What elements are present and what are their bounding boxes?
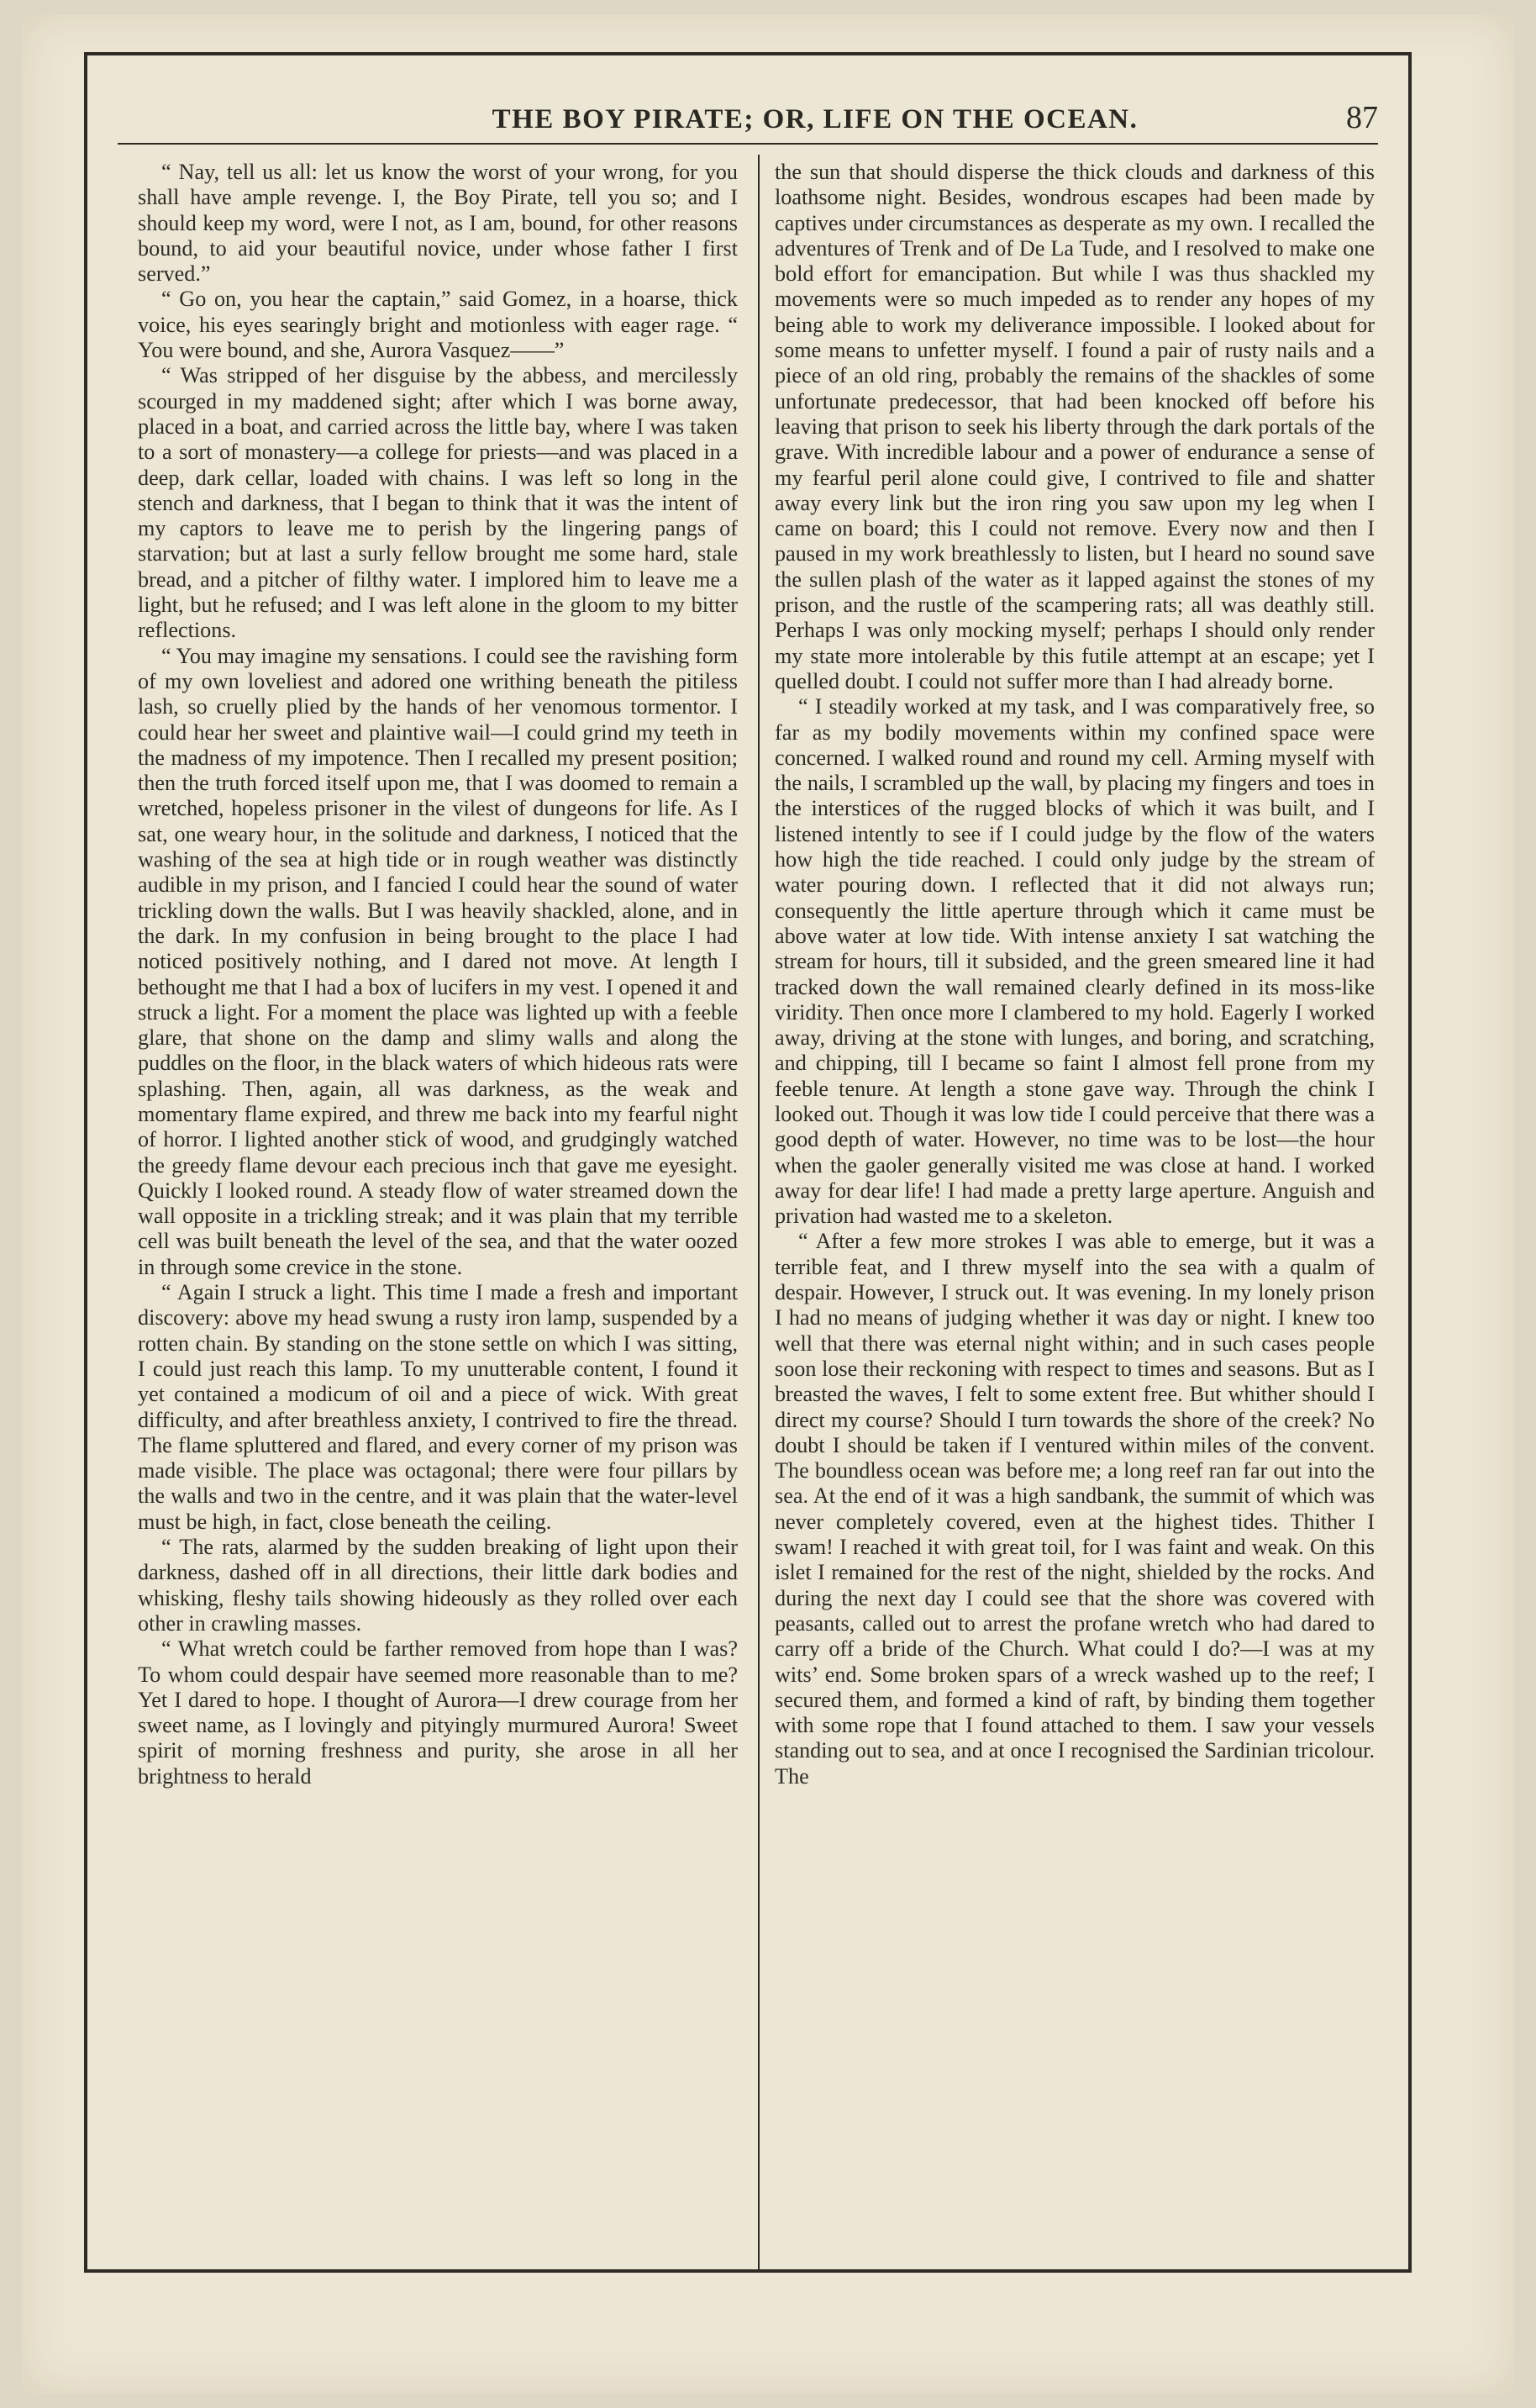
column-divider [758,155,760,2269]
paragraph: “ I steadily worked at my task, and I was comparatively free, so far as my bodily movements within my confined space were concerned. I walked round and round my cell. Arming myself with the nails, I scrambled up the wall, by placing my fingers and toes in the interstices of the rugged blocks of which it was built, and I listened intently to see if I could judge by the flow of the waters how high the tide reached. I could only judge by the stream of water pouring down. I reflected that it did not always run; consequently the little aperture through which it came must be above water at low tide. With intense anxiety I sat watching the stream for hours, till it subsided, and the green smeared line it had tracked down the wall remained clearly defined in its moss-like viridity. Then once more I clambered to my hold. Eagerly I worked away, driving at the stone with lunges, and boring, and scratching, and chipping, till I became so faint I almost fell prone from my feeble tenure. At length a stone gave way. Through the chink I looked out. Though it was low tide I could perceive that there was a good depth of water. However, no time was to be lost—the hour when the gaoler generally visited me was close at hand. I worked away for dear life! I had made a pretty large aperture. Anguish and privation had wasted me to a skeleton. [775,694,1375,1229]
paragraph: “ After a few more strokes I was able to emerge, but it was a terrible feat, and I threw myself into the sea with a qualm of despair. However, I struck out. It was evening. In my lonely prison I had no means of judging whether it was day or night. I knew too well that there was eternal night within; and in such cases people soon lose their reckoning with respect to times and seasons. But as I breasted the waves, I felt to some extent free. But whither should I direct my course? Should I turn towards the shore of the creek? No doubt I should be taken if I ventured within miles of the convent. The boundless ocean was before me; a long reef ran far out into the sea. At the end of it was a high sandbank, the summit of which was never completely covered, even at the highest tides. Thither I swam! I reached it with great toil, for I was faint and weak. On this islet I remained for the rest of the night, shielded by the rocks. And during the next day I could see that the shore was covered with peasants, called out to arrest the profane wretch who had dared to carry off a bride of the Church. What could I do?—I was at my wits’ end. Some broken spars of a wreck washed up to the reef; I secured them, and formed a kind of raft, by binding them together with some rope that I found attached to them. I saw your vessels standing out to sea, and at once I recognised the Sardinian tricolour. The [775,1229,1375,1789]
running-title: THE BOY PIRATE; OR, LIFE ON THE OCEAN. [492,104,1139,134]
paragraph: “ You may imagine my sensations. I could see the ravishing form of my own loveliest and adored one writhing beneath the pitiless lash, so cruelly plied by the hands of her venomous tormentor. I could hear her sweet and plaintive wail—I could grind my teeth in the madness of my impotence. Then I recalled my present position; then the truth forced itself upon me, that I was doomed to remain a wretched, hopeless prisoner in the vilest of dungeons for life. As I sat, one weary hour, in the solitude and darkness, I noticed that the washing of the sea at high tide or in rough weather was distinctly audible in my prison, and I fancied I could hear the sound of water trickling down the walls. But I was heavily shackled, alone, and in the dark. In my confusion in being brought to the place I had noticed positively nothing, and I dared not move. At length I bethought me that I had a box of lucifers in my vest. I opened it and struck a light. For a moment the place was lighted up with a feeble glare, that shone on the damp and slimy walls and along the puddles on the floor, in the black waters of which hideous rats were splashing. Then, again, all was darkness, as the weak and momentary flame expired, and threw me back into my fearful night of horror. I lighted another stick of wood, and grudgingly watched the greedy flame devour each precious inch that gave me eyesight. Quickly I looked round. A steady flow of water streamed down the wall opposite in a trickling streak; and it was plain that my terrible cell was built beneath the level of the sea, and that the water oozed in through some crevice in the stone. [138,643,738,1279]
paragraph: “ Nay, tell us all: let us know the worst of your wrong, for you shall have ample revenge. I, the Boy Pirate, tell you so; and I should keep my word, were I not, as I am, bound, for other reasons bound, to aid your beautiful novice, under whose father I first served.” [138,160,738,287]
paragraph: “ What wretch could be farther removed from hope than I was? To whom could despair have seemed more reasonable than to me? Yet I dared to hope. I thought of Aurora—I drew courage from her sweet name, as I lovingly and pityingly murmured Aurora! Sweet spirit of morning freshness and purity, she arose in all her brightness to herald [138,1636,738,1789]
text-column-right [775,160,1375,2261]
paragraph: “ The rats, alarmed by the sudden breaking of light upon their darkness, dashed off in all directions, their little dark bodies and whisking, fleshy tails showing hideously as they rolled over each other in crawling masses. [138,1535,738,1636]
page-number: 87 [1346,100,1378,135]
paragraph-continued: the sun that should disperse the thick clouds and darkness of this loathsome night. Besides, wondrous escapes had been made by captives under circumstances as desperate as my own. I recalled the adventures of Trenk and of De La Tude, and I resolved to make one bold effort for emancipation. But while I was thus shackled my movements were so much impeded as to render any hopes of my being able to work my deliverance impossible. I looked about for some means to unfetter myself. I found a pair of rusty nails and a piece of an old ring, probably the remains of the shackles of some unfortunate predecessor, that had been knocked off before his leaving that prison to seek his liberty through the dark portals of the grave. With incredible labour and a power of endurance a sense of my fearful peril alone could give, I contrived to file and shatter away every link but the iron ring you saw upon my leg when I came on board; this I could not remove. Every now and then I paused in my work breathlessly to listen, but I heard no sound save the sullen plash of the water as it lapped against the stones of my prison, and the rustle of the scampering rats; all was deathly still. Perhaps I was only mocking myself; perhaps I should only render my state more intolerable by this futile attempt at an escape; yet I quelled doubt. I could not suffer more than I had already borne. [775,160,1375,693]
page-sheet [22,15,1514,2394]
paragraph: “ Again I struck a light. This time I made a fresh and important discovery: above my head swung a rusty iron lamp, suspended by a rotten chain. By standing on the stone settle on which I was sitting, I could just reach this lamp. To my unutterable content, I found it yet contained a modicum of oil and a piece of wick. With great difficulty, and after breathless anxiety, I contrived to fire the thread. The flame spluttered and flared, and every corner of my prison was made visible. The place was octagonal; there were four pillars by the walls and two in the centre, and it was plain that the water-level must be high, in fact, close beneath the ceiling. [138,1280,738,1534]
running-header [118,99,1378,145]
paragraph: “ Go on, you hear the captain,” said Gomez, in a hoarse, thick voice, his eyes searingly bright and motionless with eager rage. “ You were bound, and she, Aurora Vasquez——” [138,287,738,363]
text-column-left [138,160,738,2261]
paragraph: “ Was stripped of her disguise by the abbess, and mercilessly scourged in my maddened sight; after which I was borne away, placed in a boat, and carried across the little bay, where I was taken to a sort of monastery—a college for priests—and was placed in a deep, dark cellar, loaded with chains. I was left so long in the stench and darkness, that I began to think that it was the intent of my captors to leave me to perish by the lingering pangs of starvation; but at last a surly fellow brought me some hard, stale bread, and a pitcher of filthy water. I implored him to leave me a light, but he refused; and I was left alone in the gloom to my bitter reflections. [138,363,738,643]
